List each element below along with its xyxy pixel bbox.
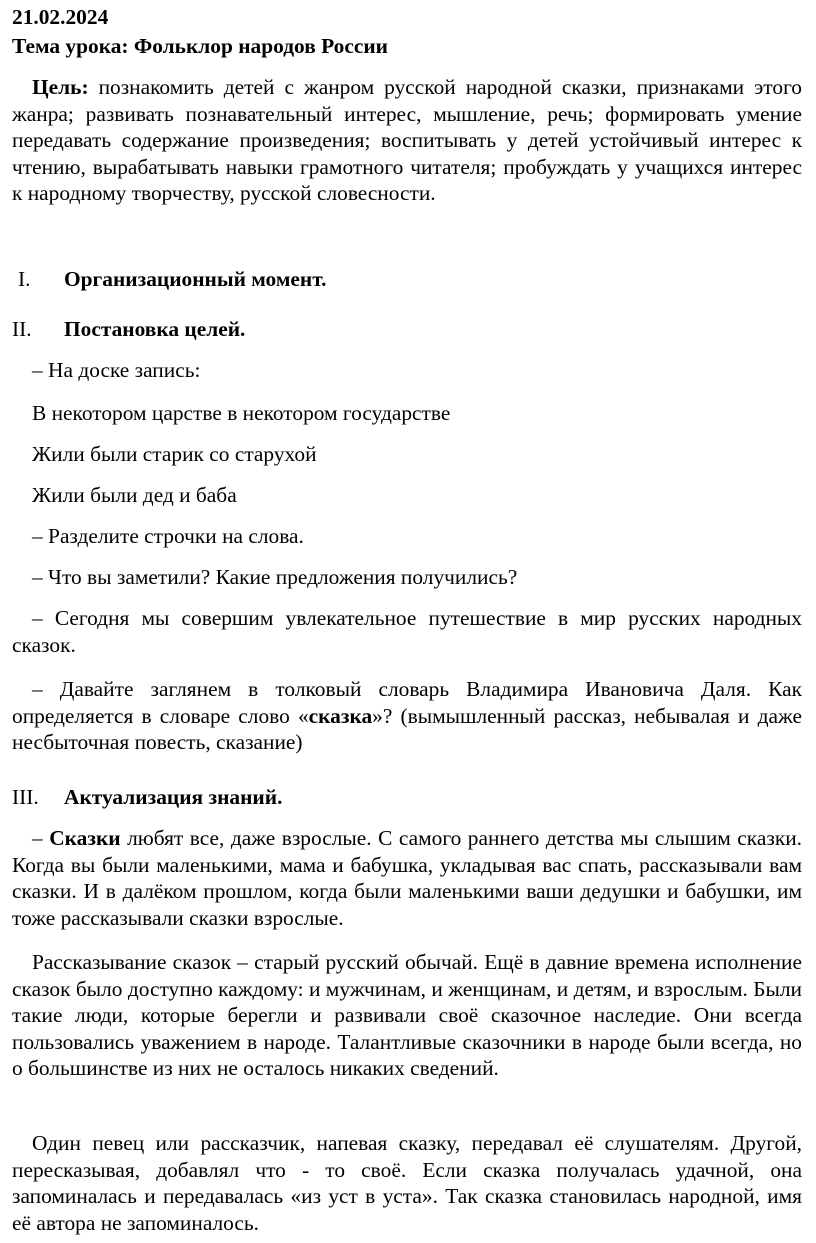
section-3-heading <box>12 784 282 811</box>
section-2-heading <box>12 316 245 343</box>
lesson-date: 21.02.2024 <box>12 5 109 29</box>
goal-label: Цель: <box>32 75 89 99</box>
fairytale-paragraph-1: – Сказки любят все, даже взрослые. С самого раннего детства мы слышим сказки. Когда вы были маленькими, мама и бабушка, укладывая вас спать, рассказывали вам сказки. И в далёком прошлом, когда были маленькими ваши дедушки и бабушки, им тоже рассказывали сказки взрослые. <box>12 826 803 930</box>
section-2-title: Постановка целей. <box>64 317 246 341</box>
lesson-theme: Тема урока: Фольклор народов России <box>12 34 388 58</box>
fairytale-word: Сказки <box>49 826 121 850</box>
section-3-number: III. <box>12 785 39 809</box>
board-note-line: – На доске запись: <box>32 358 201 382</box>
fairytale-paragraph-3: Один певец или рассказчик, напевая сказку, передавал её слушателям. Другой, пересказывая, добавлял что - то своё. Если сказка получалась удачной, она запоминалась и передавалась «из уст в уста». Так сказка становилась народной, имя её автора не запоминалось. <box>12 1131 802 1235</box>
task-split-line: – Разделите строчки на слова. <box>32 524 304 548</box>
phrase-line-2: Жили были старик со старухой <box>32 442 317 466</box>
journey-paragraph: – Сегодня мы совершим увлекательное путешествие в мир русских народных сказок. <box>12 606 802 657</box>
section-3-title: Актуализация знаний. <box>64 785 283 809</box>
phrase-line-1: В некотором царстве в некотором государстве <box>32 401 451 425</box>
dictionary-paragraph: – Давайте заглянем в толковый словарь Владимира Ивановича Даля. Как определяется в словаре слово «сказка»? (вымышленный рассказ, небывалая и даже несбыточная повесть, сказание) <box>12 677 802 755</box>
phrase-line-3: Жили были дед и баба <box>32 483 237 507</box>
section-1-title: Организационный момент. <box>64 267 327 291</box>
section-1-heading <box>12 266 326 293</box>
dictionary-word: сказка <box>308 703 373 728</box>
goal-text: познакомить детей с жанром русской народной сказки, признаками этого жанра; развивать познавательный интерес, мышление, речь; формировать умение передавать содержание произведения; воспитывать у детей устойчивый интерес к чтению, вырабатывать навыки грамотного читателя; пробуждать у учащихся интерес к народному творчеству, русской словесности. <box>12 75 802 206</box>
goal-paragraph <box>12 74 802 207</box>
section-2-number: II. <box>12 317 32 341</box>
section-1-number: I. <box>18 267 31 291</box>
fairytale-paragraph-2: Рассказывание сказок – старый русский обычай. Ещё в давние времена исполнение сказок было доступно каждому: и мужчинам, и женщинам, и детям, и взрослым. Были такие люди, которые берегли и развивали своё сказочное наследие. Они всегда пользовались уважением в народе. Талантливые сказочники в народе были всегда, но о большинстве из них не осталось никаких сведений. <box>12 950 802 1081</box>
question-line: – Что вы заметили? Какие предложения получились? <box>32 565 518 589</box>
